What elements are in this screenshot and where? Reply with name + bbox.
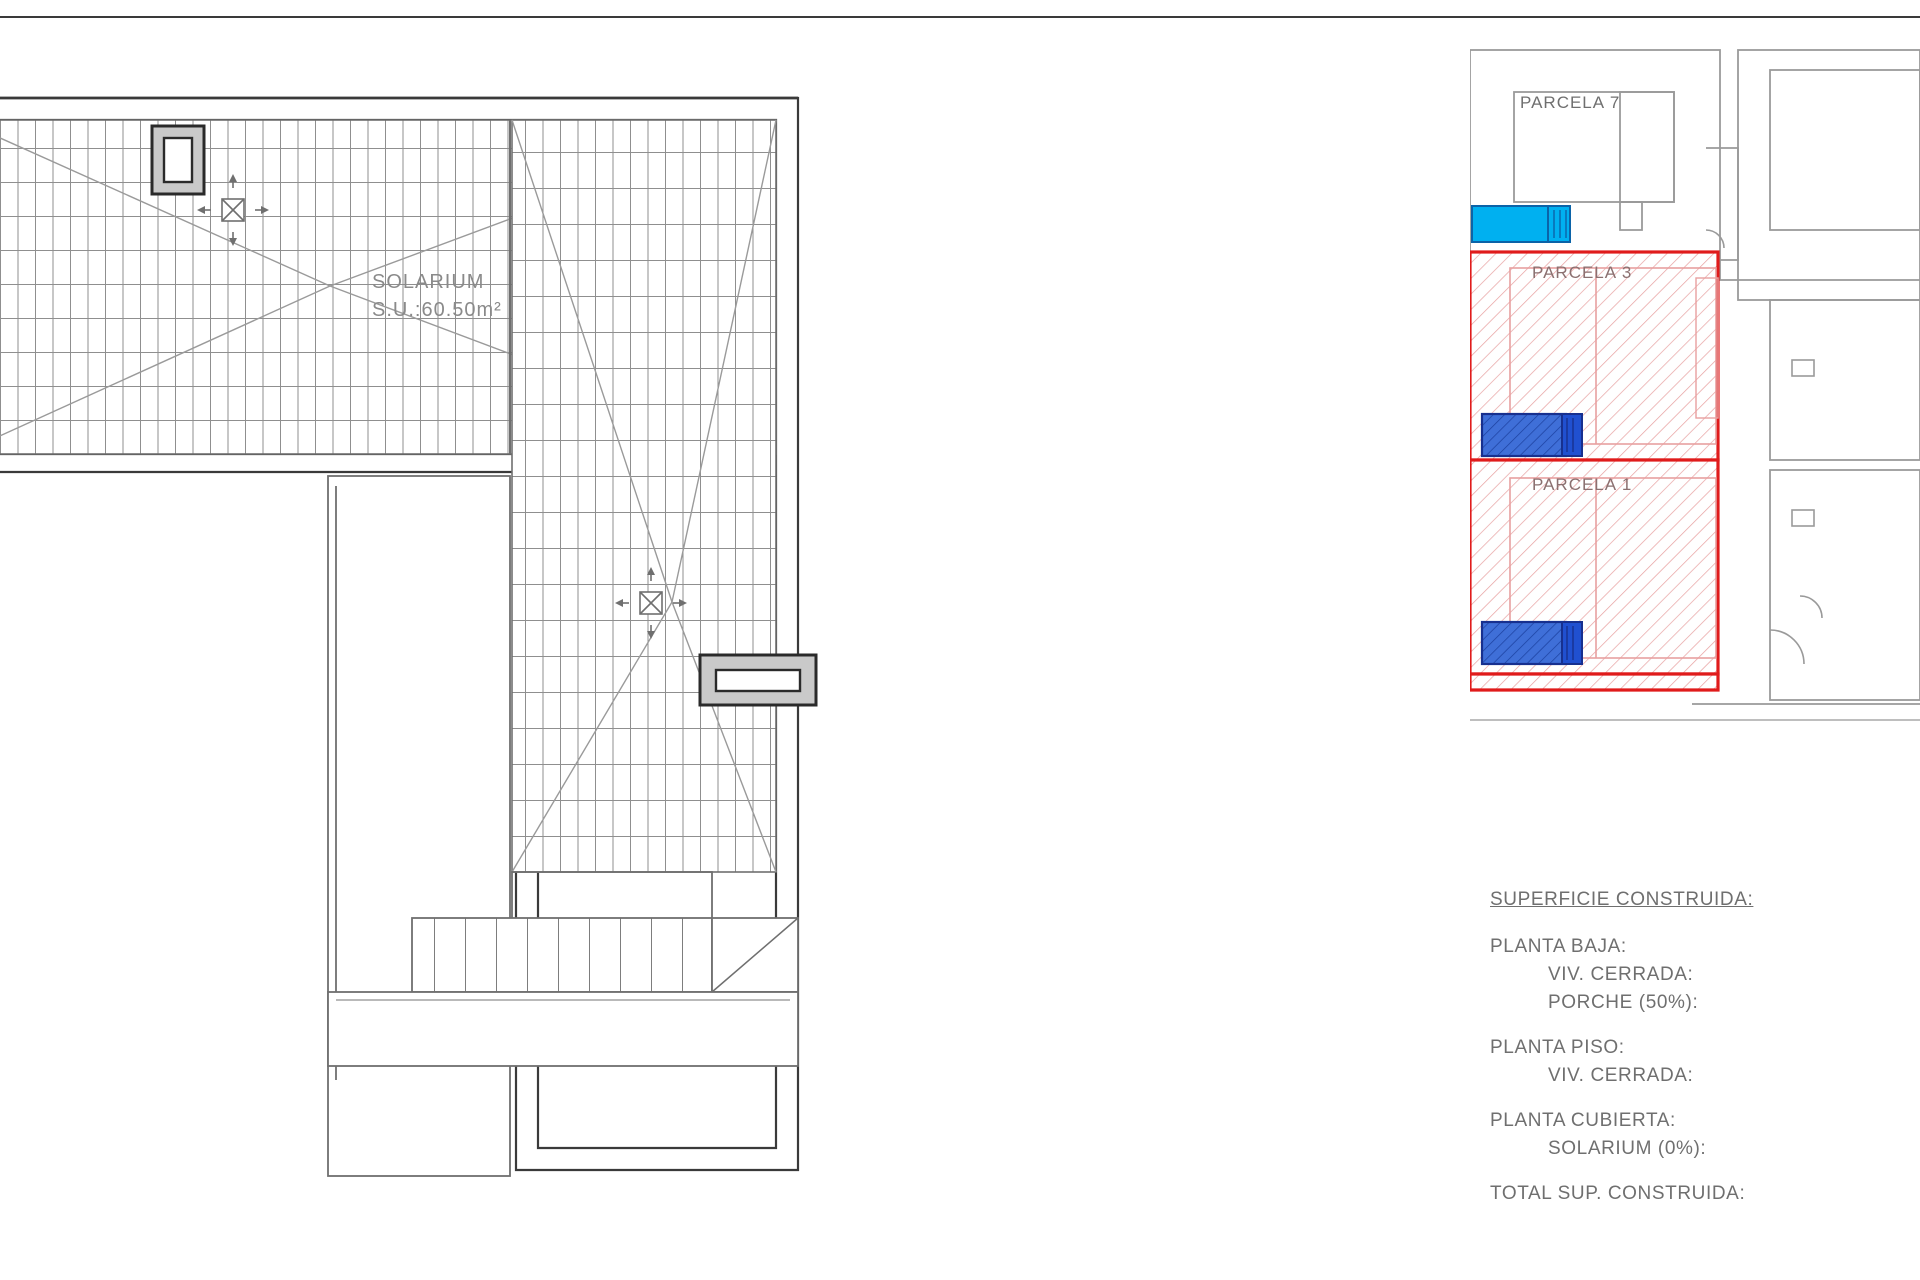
- right-column: [1470, 30, 1920, 1270]
- legend-item-solarium: SOLARIUM (0%):: [1548, 1138, 1707, 1159]
- legend-title: SUPERFICIE CONSTRUIDA:: [1490, 889, 1754, 910]
- legend-heading-planta-cubierta: PLANTA CUBIERTA:: [1490, 1110, 1676, 1131]
- sheet-top-border: [0, 16, 1920, 18]
- legend-group-planta-baja: [1490, 937, 1920, 1012]
- legend-group-planta-cubierta: [1490, 1111, 1920, 1158]
- legend-heading-planta-baja: PLANTA BAJA:: [1490, 936, 1627, 957]
- pool-blue-upper: [1482, 414, 1582, 456]
- roof-plan-drawing: [0, 80, 1240, 1280]
- legend-heading-planta-piso: PLANTA PISO:: [1490, 1037, 1625, 1058]
- legend-item-viv-cerrada-baja: VIV. CERRADA:: [1548, 964, 1694, 985]
- roof-hatch-vertical: [152, 126, 204, 194]
- parcel-label-1: PARCELA 1: [1532, 475, 1633, 494]
- pool-blue-lower: [1482, 622, 1582, 664]
- room-label-line2: S.U.:60.50m²: [372, 299, 502, 321]
- parcel-label-3: PARCELA 3: [1532, 263, 1633, 282]
- stair-run: [328, 918, 798, 1066]
- roof-pane-right: [512, 120, 776, 872]
- legend-total-built-area: TOTAL SUP. CONSTRUIDA:: [1490, 1183, 1746, 1204]
- parcel-label-7: PARCELA 7: [1520, 93, 1621, 112]
- built-area-legend: [1490, 890, 1920, 1203]
- legend-item-porche: PORCHE (50%):: [1548, 992, 1699, 1013]
- legend-item-viv-cerrada-piso: VIV. CERRADA:: [1548, 1065, 1694, 1086]
- pool-cyan: [1472, 206, 1570, 242]
- site-location-map: [1470, 30, 1920, 860]
- roof-hatch-horizontal: [700, 655, 816, 705]
- room-label-line1: SOLARIUM: [372, 271, 485, 293]
- legend-group-planta-piso: [1490, 1038, 1920, 1085]
